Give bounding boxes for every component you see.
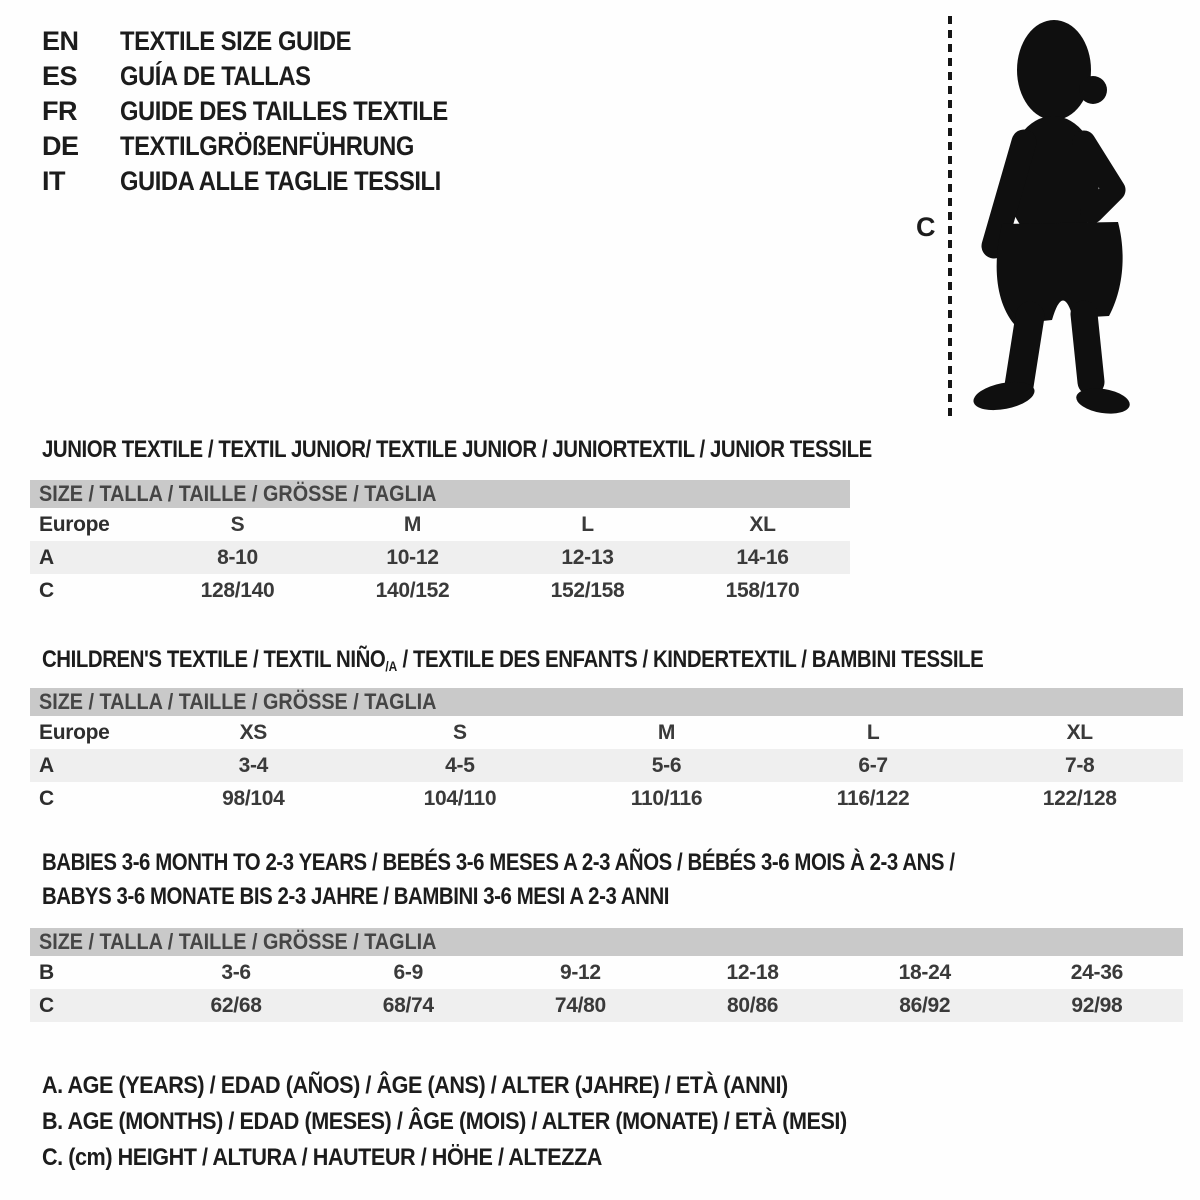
- babies-section-title: [42, 846, 1116, 914]
- lang-label: GUIDA ALLE TAGLIE TESSILI: [120, 166, 441, 196]
- height-measure-label: C: [916, 212, 936, 242]
- age-cell: 14-16: [736, 545, 789, 569]
- lang-row-es: [42, 59, 493, 94]
- junior-size-table: [30, 480, 850, 607]
- height-cell: 62/68: [210, 993, 262, 1017]
- measurement-legend: [42, 1068, 936, 1176]
- age-cell: 24-36: [1070, 960, 1124, 984]
- row-label: A: [39, 753, 54, 777]
- children-title-post: / TEXTILE DES ENFANTS / KINDERTEXTIL / BAMBINI TESSILE: [397, 646, 984, 673]
- children-title-text: [42, 646, 983, 674]
- lang-code: IT: [42, 166, 65, 196]
- height-cell: 116/122: [836, 786, 910, 810]
- height-cell: 74/80: [554, 993, 606, 1017]
- babies-title-line2: BABYS 3-6 MONATE BIS 2-3 JAHRE / BAMBINI 3-6 MESI A 2-3 ANNI: [42, 883, 670, 910]
- height-cell: 80/86: [727, 993, 779, 1017]
- legend-line-b: [42, 1104, 936, 1140]
- age-cell: 5-6: [651, 753, 682, 777]
- table-row-height: [30, 574, 850, 607]
- size-cell: XL: [1066, 720, 1093, 744]
- size-cell: S: [230, 512, 245, 536]
- table-row-age-months: [30, 956, 1183, 989]
- row-label: Europe: [39, 512, 110, 536]
- height-cell: 122/128: [1042, 786, 1117, 810]
- height-cell: 140/152: [375, 578, 450, 602]
- age-cell: 7-8: [1064, 753, 1095, 777]
- table-row-age: [30, 749, 1183, 782]
- table-row-height: [30, 989, 1183, 1022]
- lang-label: TEXTILGRÖßENFÜHRUNG: [120, 131, 414, 161]
- children-section-title: [42, 646, 1149, 674]
- children-title-pre: CHILDREN'S TEXTILE / TEXTIL NIÑO: [42, 646, 386, 673]
- baby-silhouette-icon: [972, 18, 1138, 416]
- size-header-text: SIZE / TALLA / TAILLE / GRÖSSE / TAGLIA: [39, 689, 437, 714]
- size-cell: XL: [749, 512, 776, 536]
- table-row-europe: [30, 508, 850, 541]
- row-label: Europe: [39, 720, 110, 744]
- lang-row-en: [42, 24, 493, 59]
- size-header-text: SIZE / TALLA / TAILLE / GRÖSSE / TAGLIA: [39, 481, 437, 506]
- size-cell: M: [657, 720, 676, 744]
- row-label: C: [39, 578, 54, 602]
- lang-label: TEXTILE SIZE GUIDE: [120, 26, 352, 56]
- lang-code: EN: [42, 26, 79, 56]
- height-cell: 104/110: [423, 786, 497, 810]
- legend-text: C. (cm) HEIGHT / ALTURA / HAUTEUR / HÖHE / ALTEZZA: [42, 1144, 602, 1171]
- lang-code: FR: [42, 96, 77, 126]
- junior-title-text: JUNIOR TEXTILE / TEXTIL JUNIOR/ TEXTILE JUNIOR / JUNIORTEXTIL / JUNIOR TESSILE: [42, 436, 872, 463]
- size-header-bar: [30, 688, 1183, 716]
- lang-label: GUÍA DE TALLAS: [120, 61, 311, 91]
- children-size-table: [30, 688, 1183, 815]
- height-dashed-line: [948, 16, 952, 416]
- lang-label: GUIDE DES TAILLES TEXTILE: [120, 96, 448, 126]
- row-label: B: [39, 960, 54, 984]
- height-cell: 158/170: [725, 578, 800, 602]
- age-cell: 8-10: [217, 545, 258, 569]
- size-header-bar: [30, 480, 850, 508]
- table-row-height: [30, 782, 1183, 815]
- age-cell: 18-24: [898, 960, 951, 984]
- size-header-bar: [30, 928, 1183, 956]
- age-cell: 12-13: [561, 545, 614, 569]
- legend-line-c: [42, 1140, 936, 1176]
- age-cell: 3-6: [221, 960, 251, 984]
- row-label: A: [39, 545, 54, 569]
- age-cell: 9-12: [559, 960, 601, 984]
- table-row-europe: [30, 716, 1183, 749]
- babies-size-table: [30, 928, 1183, 1022]
- babies-title-line1: BABIES 3-6 MONTH TO 2-3 YEARS / BEBÉS 3-6 MESES A 2-3 AÑOS / BÉBÉS 3-6 MOIS À 2-3 ANS /: [42, 849, 955, 876]
- height-cell: 68/74: [382, 993, 434, 1017]
- age-cell: 6-7: [858, 753, 888, 777]
- size-cell: L: [581, 512, 594, 536]
- legend-text: A. AGE (YEARS) / EDAD (AÑOS) / ÂGE (ANS) / ALTER (JAHRE) / ETÀ (ANNI): [42, 1072, 788, 1099]
- size-cell: S: [453, 720, 467, 744]
- row-label: C: [39, 993, 54, 1017]
- size-cell: XS: [239, 720, 267, 744]
- junior-section-title: [42, 436, 1018, 464]
- lang-code: ES: [42, 61, 78, 91]
- age-cell: 12-18: [726, 960, 779, 984]
- height-cell: 98/104: [222, 786, 285, 810]
- lang-row-it: [42, 164, 493, 199]
- table-row-age: [30, 541, 850, 574]
- lang-row-fr: [42, 94, 493, 129]
- age-cell: 4-5: [445, 753, 475, 777]
- age-cell: 3-4: [238, 753, 269, 777]
- height-cell: 152/158: [550, 578, 625, 602]
- row-label: C: [39, 786, 54, 810]
- size-header-text: SIZE / TALLA / TAILLE / GRÖSSE / TAGLIA: [39, 929, 437, 954]
- height-cell: 110/116: [630, 786, 703, 810]
- age-cell: 10-12: [386, 545, 439, 569]
- size-cell: M: [403, 512, 422, 536]
- age-cell: 6-9: [393, 960, 423, 984]
- lang-row-de: [42, 129, 493, 164]
- legend-line-a: [42, 1068, 936, 1104]
- height-cell: 92/98: [1071, 993, 1123, 1017]
- height-cell: 86/92: [899, 993, 951, 1017]
- children-title-subscript: /A: [385, 658, 398, 674]
- legend-text: B. AGE (MONTHS) / EDAD (MESES) / ÂGE (MOIS) / ALTER (MONATE) / ETÀ (MESI): [42, 1108, 847, 1135]
- lang-code: DE: [42, 131, 79, 161]
- language-guide-list: [42, 24, 493, 199]
- height-cell: 128/140: [200, 578, 275, 602]
- size-cell: L: [866, 720, 880, 744]
